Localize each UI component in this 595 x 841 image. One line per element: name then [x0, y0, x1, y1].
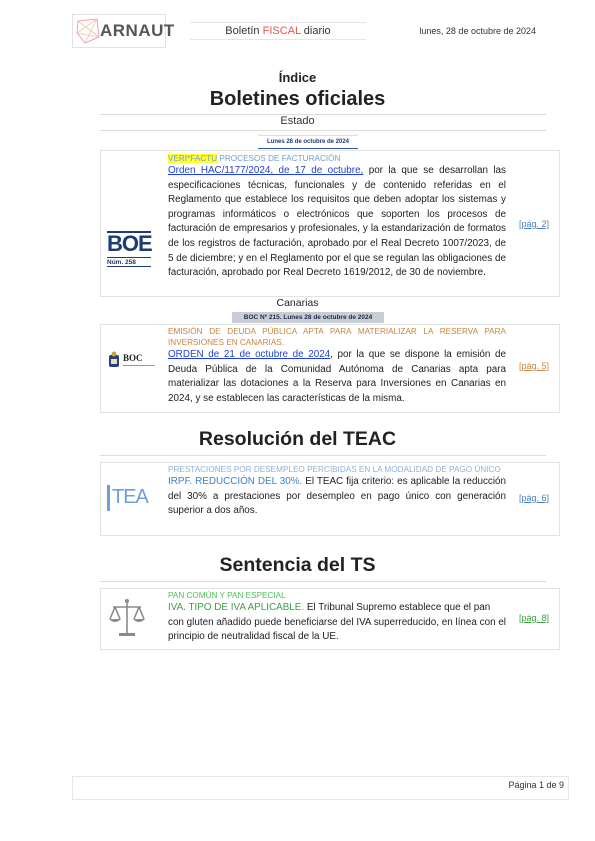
boc-tag: EMISIÓN DE DEUDA PÚBLICA APTA PARA MATERIALIZAR LA RESERVA PARA INVERSIONES EN CANARIAS. — [168, 327, 506, 347]
teac-section-title: Resolución del TEAC — [198, 428, 397, 450]
boe-entry-text — [168, 153, 506, 281]
header-date: lunes, 28 de octubre de 2024 — [419, 26, 536, 36]
boc-body — [168, 348, 506, 406]
ts-entry-text — [168, 590, 506, 645]
title-suffix: diario — [300, 25, 331, 37]
teac-logo-text: TEA — [112, 486, 148, 508]
coat-of-arms-icon — [107, 351, 121, 371]
boe-card — [100, 150, 560, 297]
index-label: Índice — [278, 70, 317, 85]
teac-card — [100, 462, 560, 536]
canarias-date-badge: BOC Nº 215. Lunes 28 de octubre de 2024 — [232, 312, 384, 323]
ts-logo-cell — [101, 589, 164, 649]
bulletin-title — [190, 22, 366, 40]
divider — [100, 455, 546, 456]
teac-tag: PRESTACIONES POR DESEMPLEO PERCIBIDAS EN LA MODALIDAD DE PAGO ÚNICO — [168, 465, 501, 474]
boe-logo-text: BOE — [107, 231, 152, 256]
boe-body — [168, 164, 506, 281]
scales-icon — [107, 597, 147, 639]
boe-logo-cell — [101, 151, 164, 296]
ts-tag: PAN COMÚN Y PAN ESPECIAL — [168, 591, 286, 600]
boletines-heading: Boletines oficiales — [209, 88, 386, 110]
boc-logo-cell — [101, 325, 164, 412]
teac-lead: IRPF. REDUCCIÓN DEL 30%. — [168, 476, 303, 487]
boc-description: , por la que se dispone la emisión de Deuda Pública de la Comunidad Autónoma de Canarias apta para materializar las dotaciones a la Reserva para Inversiones en Canarias en 2024, y se establecen las características de la misma. — [168, 349, 506, 404]
boe-issue-number: Núm. 258 — [107, 257, 151, 267]
logo-mark-icon — [75, 17, 101, 45]
teac-logo-bar — [107, 485, 110, 511]
divider — [100, 581, 546, 582]
logo-text: ARNAUT — [100, 21, 175, 40]
divider — [100, 114, 546, 115]
estado-date-badge: Lunes 28 de octubre de 2024 — [258, 135, 358, 149]
boc-entry-text — [168, 326, 506, 406]
boc-logo-text: BOC — [123, 353, 143, 363]
ts-card — [100, 588, 560, 650]
verifactu-highlight: VERI*FACTU — [168, 154, 218, 163]
title-fiscal: FISCAL — [262, 25, 301, 37]
teac-entry-text — [168, 464, 506, 519]
boe-order-link[interactable]: Orden HAC/1177/2024, de 17 de octubre, — [168, 165, 364, 176]
boc-order-link[interactable]: ORDEN de 21 de octubre de 2024 — [168, 349, 331, 360]
boc-logo-subline — [123, 365, 155, 366]
footer — [72, 776, 569, 800]
boe-description: por la que se desarrollan las especificaciones técnicas, funcionales y de contenido referidas en el Reglamento que establece los requisitos que deben adoptar los sistemas y programas informáticos o electrónicos que soporten los procesos de facturación de empresarios y profesionales, y la estandarización de formatos de los registros de facturación, aprobado por el Real Decreto 1007/2023, de 5 de diciembre; y en el Reglamento por el que se regulan las obligaciones de facturación, aprobado por Real Decreto 1619/2012, de 30 de noviembre. — [168, 165, 506, 279]
teac-page-link[interactable]: [pág. 6] — [519, 493, 550, 503]
page-number: Página 1 de 9 — [508, 780, 564, 790]
boc-card — [100, 324, 560, 413]
ts-page-link[interactable]: [pág. 8] — [519, 613, 550, 623]
teac-logo-cell — [101, 463, 164, 535]
boc-icon — [107, 351, 157, 373]
teac-body — [168, 475, 506, 519]
teac-icon — [107, 485, 147, 511]
canarias-subheading: Canarias — [276, 297, 319, 309]
ts-description: El Tribunal Supremo establece que el pan con gluten añadido puede beneficiarse del IVA superreducido, en línea con el principio de neutralidad fiscal de la UE. — [168, 602, 507, 643]
boe-page-link[interactable]: [pág. 2] — [519, 219, 550, 229]
divider — [100, 130, 546, 131]
estado-subheading: Estado — [280, 115, 315, 127]
ts-section-title: Sentencia del TS — [219, 554, 376, 576]
arnaut-logo — [72, 14, 175, 48]
boe-tag — [168, 153, 506, 164]
ts-lead: IVA. TIPO DE IVA APLICABLE. — [168, 602, 305, 613]
boe-icon — [107, 231, 151, 267]
title-prefix: Boletín — [225, 25, 263, 37]
boc-page-link[interactable]: [pág. 5] — [519, 361, 550, 371]
boe-tag-rest: PROCESOS DE FACTURACIÓN — [217, 154, 341, 163]
teac-description: El TEAC fija criterio: es aplicable la reducción del 30% a prestaciones por desempleo en pago único con generación superior a dos años. — [168, 476, 507, 517]
ts-body — [168, 601, 506, 645]
